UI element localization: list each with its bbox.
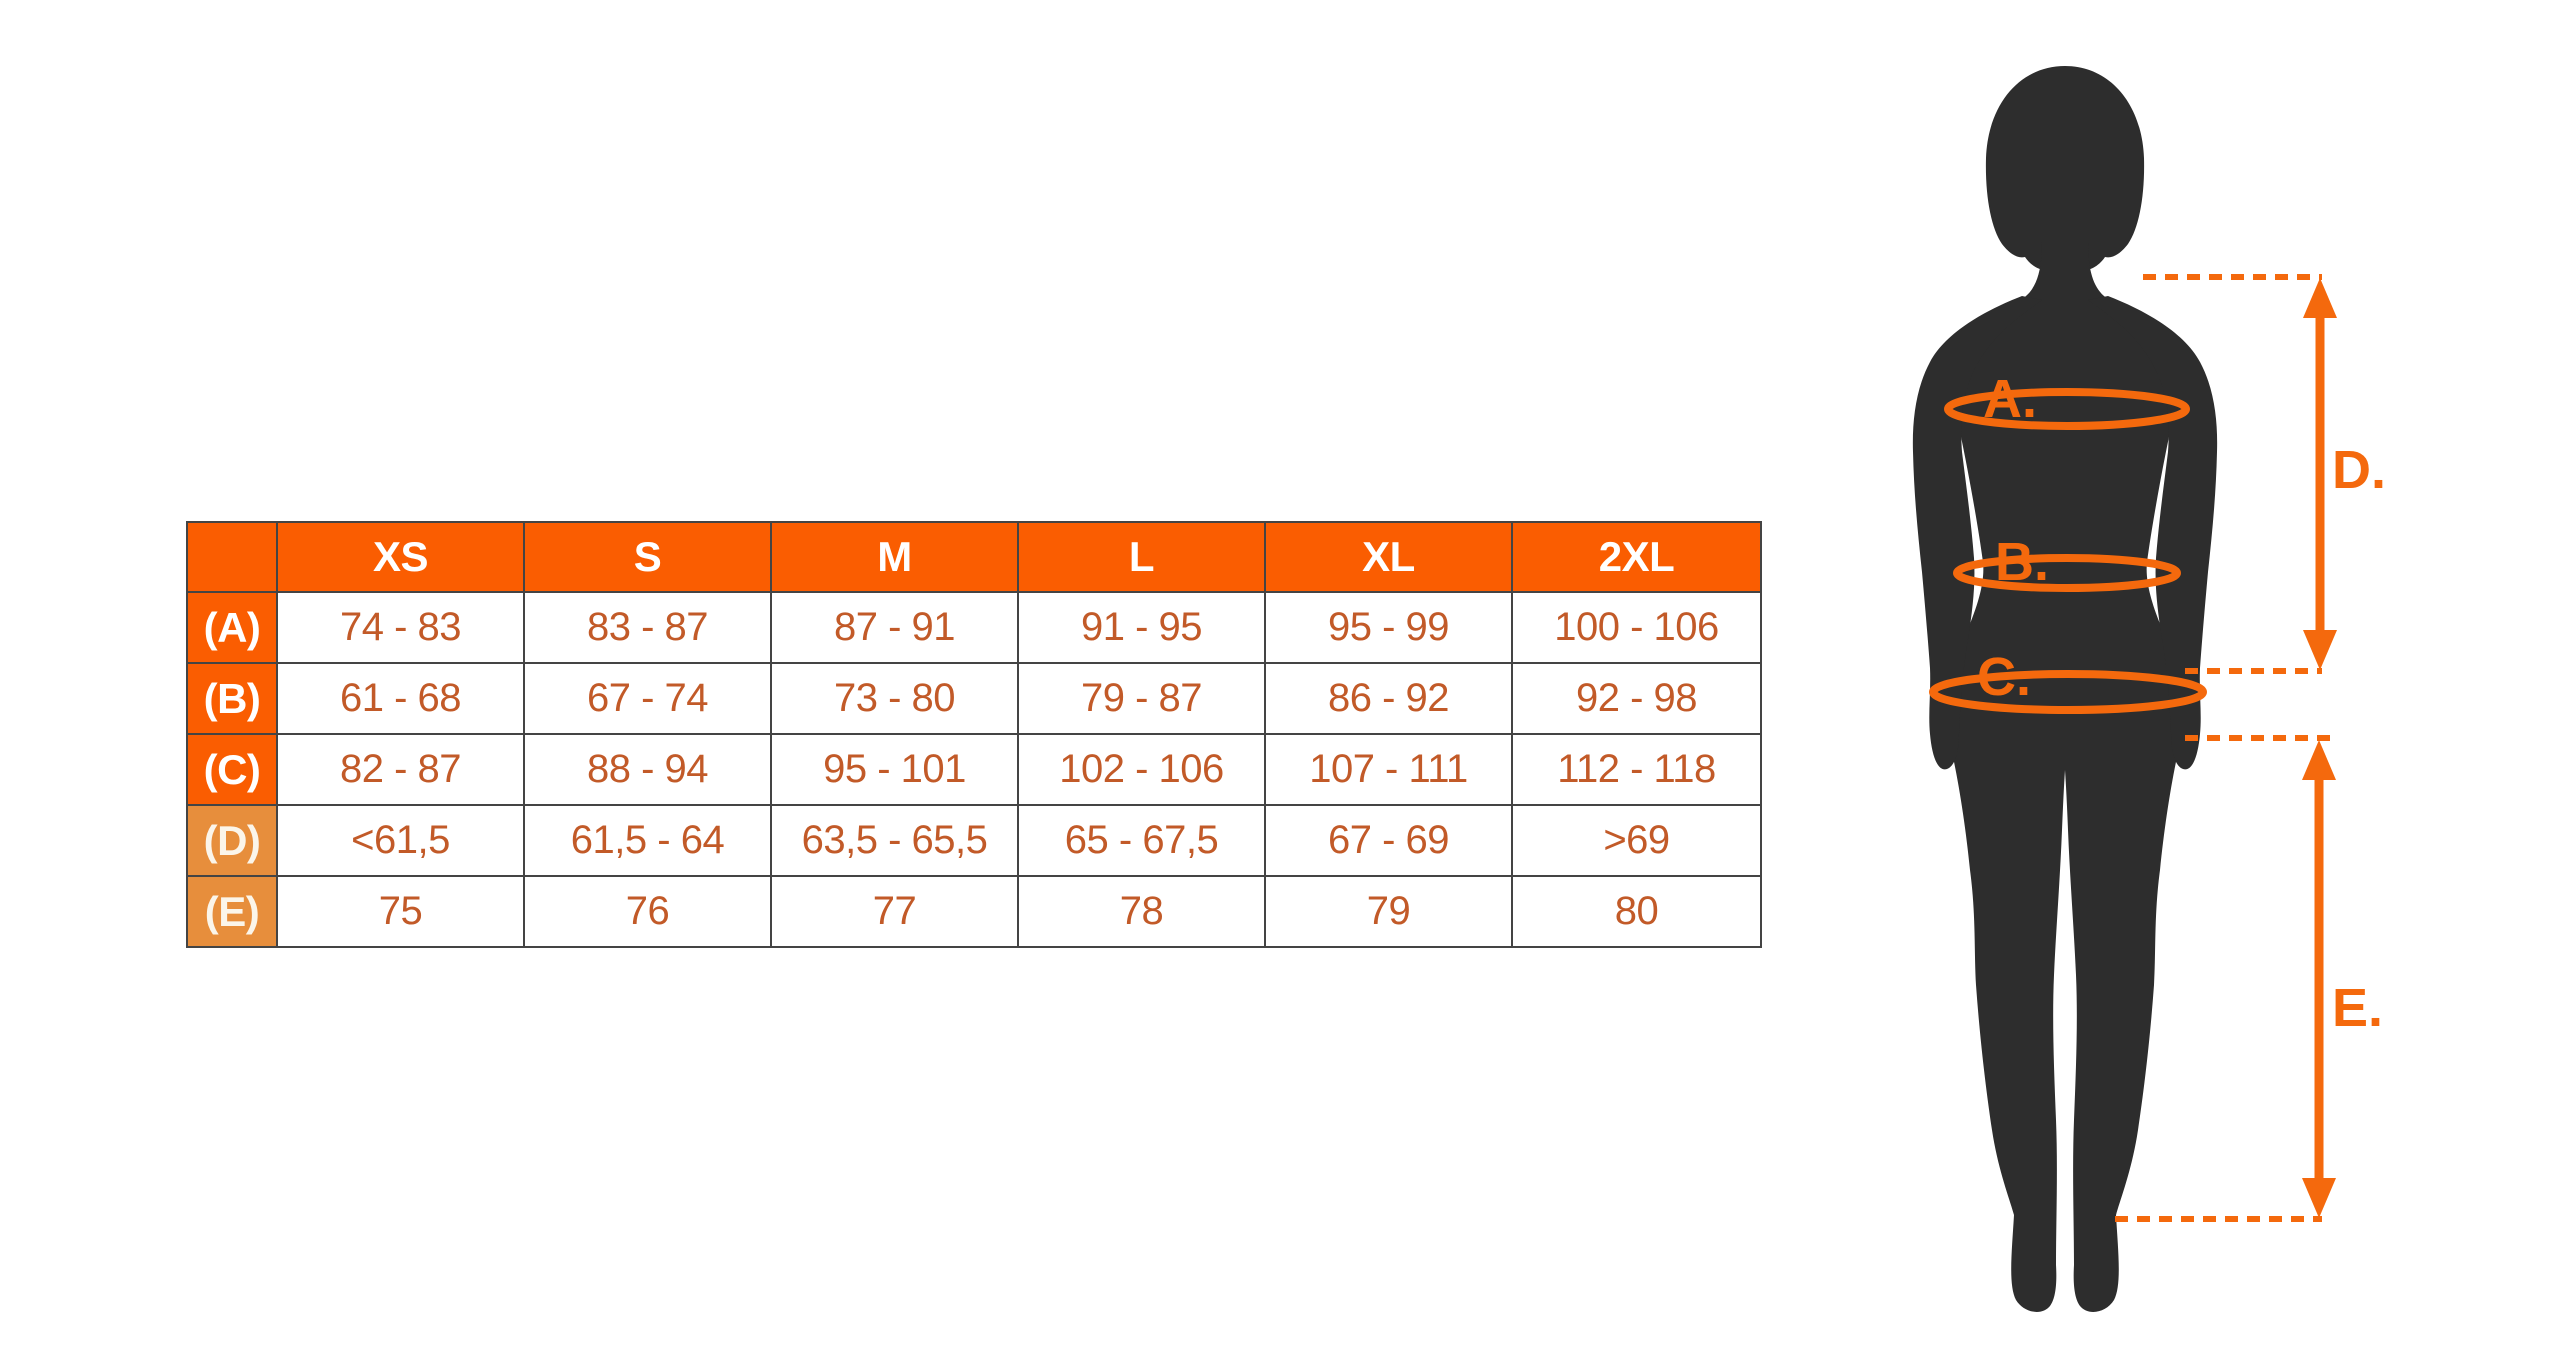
measurement-figure	[1790, 0, 2560, 1366]
size-value-cell: 74 - 83	[277, 592, 524, 663]
size-value-cell: 86 - 92	[1265, 663, 1512, 734]
leg-length-label: E.	[2332, 978, 2384, 1038]
size-value-cell: >69	[1512, 805, 1761, 876]
size-value-cell: 73 - 80	[771, 663, 1018, 734]
size-value-cell: 67 - 74	[524, 663, 771, 734]
size-value-cell: 65 - 67,5	[1018, 805, 1265, 876]
size-value-cell: 67 - 69	[1265, 805, 1512, 876]
table-header-row	[187, 522, 1761, 592]
size-value-cell: <61,5	[277, 805, 524, 876]
size-value-cell: 79	[1265, 876, 1512, 947]
table-row	[187, 734, 1761, 805]
row-label-a: (A)	[187, 592, 277, 663]
column-header-m: M	[771, 522, 1018, 592]
arrowhead-up-icon	[2302, 740, 2336, 780]
table-row	[187, 876, 1761, 947]
size-value-cell: 75	[277, 876, 524, 947]
size-value-cell: 112 - 118	[1512, 734, 1761, 805]
size-value-cell: 61 - 68	[277, 663, 524, 734]
size-value-cell: 80	[1512, 876, 1761, 947]
size-value-cell: 83 - 87	[524, 592, 771, 663]
torso-legs-silhouette	[1938, 242, 2192, 1312]
waist-label: B.	[1995, 532, 2049, 592]
size-value-cell: 95 - 99	[1265, 592, 1512, 663]
size-value-cell: 92 - 98	[1512, 663, 1761, 734]
size-value-cell: 79 - 87	[1018, 663, 1265, 734]
table-row	[187, 663, 1761, 734]
arrowhead-down-icon	[2302, 1178, 2336, 1218]
size-value-cell: 107 - 111	[1265, 734, 1512, 805]
size-value-cell: 61,5 - 64	[524, 805, 771, 876]
size-value-cell: 95 - 101	[771, 734, 1018, 805]
column-header-l: L	[1018, 522, 1265, 592]
column-header-s: S	[524, 522, 771, 592]
size-table	[186, 521, 1762, 948]
size-value-cell: 87 - 91	[771, 592, 1018, 663]
hips-label: C.	[1977, 647, 2031, 707]
row-label-b: (B)	[187, 663, 277, 734]
female-body-silhouette	[1913, 66, 2217, 1312]
size-value-cell: 63,5 - 65,5	[771, 805, 1018, 876]
size-value-cell: 88 - 94	[524, 734, 771, 805]
size-value-cell: 100 - 106	[1512, 592, 1761, 663]
size-value-cell: 82 - 87	[277, 734, 524, 805]
size-value-cell: 78	[1018, 876, 1265, 947]
row-label-c: (C)	[187, 734, 277, 805]
size-value-cell: 91 - 95	[1018, 592, 1265, 663]
chest-label: A.	[1983, 369, 2037, 429]
column-header-xl: XL	[1265, 522, 1512, 592]
size-value-cell: 102 - 106	[1018, 734, 1265, 805]
table-row	[187, 805, 1761, 876]
table-row	[187, 592, 1761, 663]
size-value-cell: 76	[524, 876, 771, 947]
arrowhead-down-icon	[2303, 630, 2337, 670]
size-value-cell: 77	[771, 876, 1018, 947]
column-header-xs: XS	[277, 522, 524, 592]
row-label-e: (E)	[187, 876, 277, 947]
arrowhead-up-icon	[2303, 278, 2337, 318]
torso-height-label: D.	[2332, 440, 2386, 500]
column-header-2xl: 2XL	[1512, 522, 1761, 592]
row-label-d: (D)	[187, 805, 277, 876]
corner-cell	[187, 522, 277, 592]
